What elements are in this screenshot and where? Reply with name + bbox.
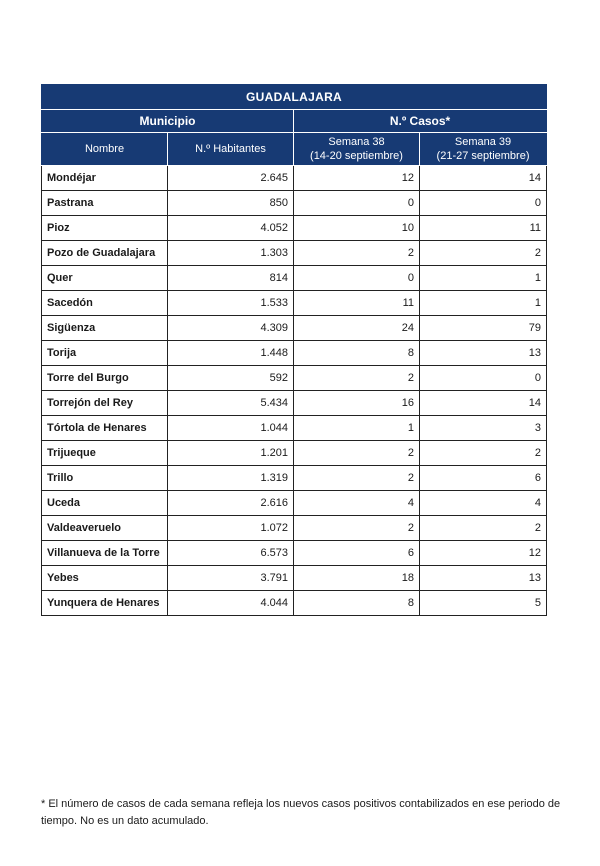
cell-habitantes: 1.533 — [168, 291, 294, 316]
col-semana-38-line2: (14-20 septiembre) — [310, 150, 403, 162]
cell-habitantes: 850 — [168, 191, 294, 216]
cell-semana-38: 0 — [294, 191, 420, 216]
cell-semana-39: 13 — [420, 341, 547, 366]
cell-habitantes: 2.616 — [168, 491, 294, 516]
cell-semana-38: 2 — [294, 366, 420, 391]
cell-semana-39: 5 — [420, 591, 547, 616]
cell-semana-39: 2 — [420, 441, 547, 466]
cell-nombre: Uceda — [42, 491, 168, 516]
cell-semana-38: 16 — [294, 391, 420, 416]
cell-habitantes: 1.448 — [168, 341, 294, 366]
cell-semana-38: 2 — [294, 241, 420, 266]
cell-semana-38: 8 — [294, 341, 420, 366]
cell-semana-39: 1 — [420, 266, 547, 291]
table-row — [42, 441, 547, 466]
cell-nombre: Yunquera de Henares — [42, 591, 168, 616]
col-nombre: Nombre — [42, 133, 168, 166]
cell-nombre: Pastrana — [42, 191, 168, 216]
cell-semana-38: 4 — [294, 491, 420, 516]
cell-nombre: Torrejón del Rey — [42, 391, 168, 416]
cell-semana-38: 6 — [294, 541, 420, 566]
header-group-row — [42, 110, 547, 133]
cell-semana-39: 79 — [420, 316, 547, 341]
col-habitantes: N.º Habitantes — [168, 133, 294, 166]
table-row — [42, 291, 547, 316]
group-casos: N.º Casos* — [294, 110, 547, 133]
cell-nombre: Torija — [42, 341, 168, 366]
cell-semana-39: 13 — [420, 566, 547, 591]
table-row — [42, 191, 547, 216]
cell-habitantes: 1.319 — [168, 466, 294, 491]
table-row — [42, 366, 547, 391]
cell-semana-39: 4 — [420, 491, 547, 516]
col-semana-38-line1: Semana 38 — [328, 136, 385, 148]
cell-semana-39: 2 — [420, 241, 547, 266]
footnote: * El número de casos de cada semana refleja los nuevos casos positivos contabilizados en ese periodo de tiempo. No es un dato acumulado. — [41, 798, 561, 827]
cell-habitantes: 6.573 — [168, 541, 294, 566]
table-title: GUADALAJARA — [42, 85, 547, 110]
cell-semana-39: 3 — [420, 416, 547, 441]
cell-semana-39: 1 — [420, 291, 547, 316]
cell-semana-38: 12 — [294, 166, 420, 191]
cell-semana-38: 1 — [294, 416, 420, 441]
cell-semana-38: 0 — [294, 266, 420, 291]
cell-habitantes: 1.044 — [168, 416, 294, 441]
table-row — [42, 466, 547, 491]
cell-semana-39: 12 — [420, 541, 547, 566]
col-semana-39-line1: Semana 39 — [454, 136, 512, 148]
header-title-row — [42, 85, 547, 110]
cell-semana-38: 2 — [294, 466, 420, 491]
cell-habitantes: 592 — [168, 366, 294, 391]
cell-semana-39: 11 — [420, 216, 547, 241]
cell-semana-38: 2 — [294, 516, 420, 541]
table-row — [42, 566, 547, 591]
table-row — [42, 541, 547, 566]
cell-nombre: Trijueque — [42, 441, 168, 466]
cell-habitantes: 4.044 — [168, 591, 294, 616]
table-row — [42, 216, 547, 241]
cases-table-container — [41, 84, 546, 616]
cell-semana-38: 8 — [294, 591, 420, 616]
cell-nombre: Sacedón — [42, 291, 168, 316]
cell-nombre: Pozo de Guadalajara — [42, 241, 168, 266]
table-row — [42, 491, 547, 516]
cell-habitantes: 5.434 — [168, 391, 294, 416]
cell-semana-38: 11 — [294, 291, 420, 316]
cell-nombre: Quer — [42, 266, 168, 291]
cell-habitantes: 1.201 — [168, 441, 294, 466]
cell-habitantes: 4.309 — [168, 316, 294, 341]
group-municipio: Municipio — [42, 110, 294, 133]
cell-nombre: Villanueva de la Torre — [42, 541, 168, 566]
col-semana-39 — [420, 133, 547, 166]
cases-table — [41, 84, 547, 616]
cell-habitantes: 2.645 — [168, 166, 294, 191]
cell-semana-39: 0 — [420, 366, 547, 391]
cell-habitantes: 1.072 — [168, 516, 294, 541]
cell-nombre: Valdeaveruelo — [42, 516, 168, 541]
cell-semana-39: 14 — [420, 391, 547, 416]
cell-semana-38: 10 — [294, 216, 420, 241]
cell-semana-38: 2 — [294, 441, 420, 466]
cell-nombre: Yebes — [42, 566, 168, 591]
col-semana-39-line2: (21-27 septiembre) — [436, 150, 530, 162]
cell-nombre: Pioz — [42, 216, 168, 241]
cell-semana-38: 18 — [294, 566, 420, 591]
table-header — [42, 85, 547, 166]
table-row — [42, 391, 547, 416]
cell-nombre: Trillo — [42, 466, 168, 491]
table-row — [42, 241, 547, 266]
cell-habitantes: 1.303 — [168, 241, 294, 266]
table-row — [42, 591, 547, 616]
cell-nombre: Mondéjar — [42, 166, 168, 191]
cell-nombre: Sigüenza — [42, 316, 168, 341]
table-row — [42, 516, 547, 541]
cell-semana-39: 14 — [420, 166, 547, 191]
cell-habitantes: 4.052 — [168, 216, 294, 241]
table-row — [42, 341, 547, 366]
cell-semana-39: 0 — [420, 191, 547, 216]
table-row — [42, 266, 547, 291]
header-columns-row — [42, 133, 547, 166]
table-row — [42, 166, 547, 191]
cell-habitantes: 814 — [168, 266, 294, 291]
cell-nombre: Tórtola de Henares — [42, 416, 168, 441]
table-row — [42, 416, 547, 441]
cell-semana-39: 2 — [420, 516, 547, 541]
col-semana-38 — [294, 133, 420, 166]
table-body — [42, 166, 547, 616]
table-row — [42, 316, 547, 341]
cell-semana-39: 6 — [420, 466, 547, 491]
cell-habitantes: 3.791 — [168, 566, 294, 591]
cell-semana-38: 24 — [294, 316, 420, 341]
cell-nombre: Torre del Burgo — [42, 366, 168, 391]
